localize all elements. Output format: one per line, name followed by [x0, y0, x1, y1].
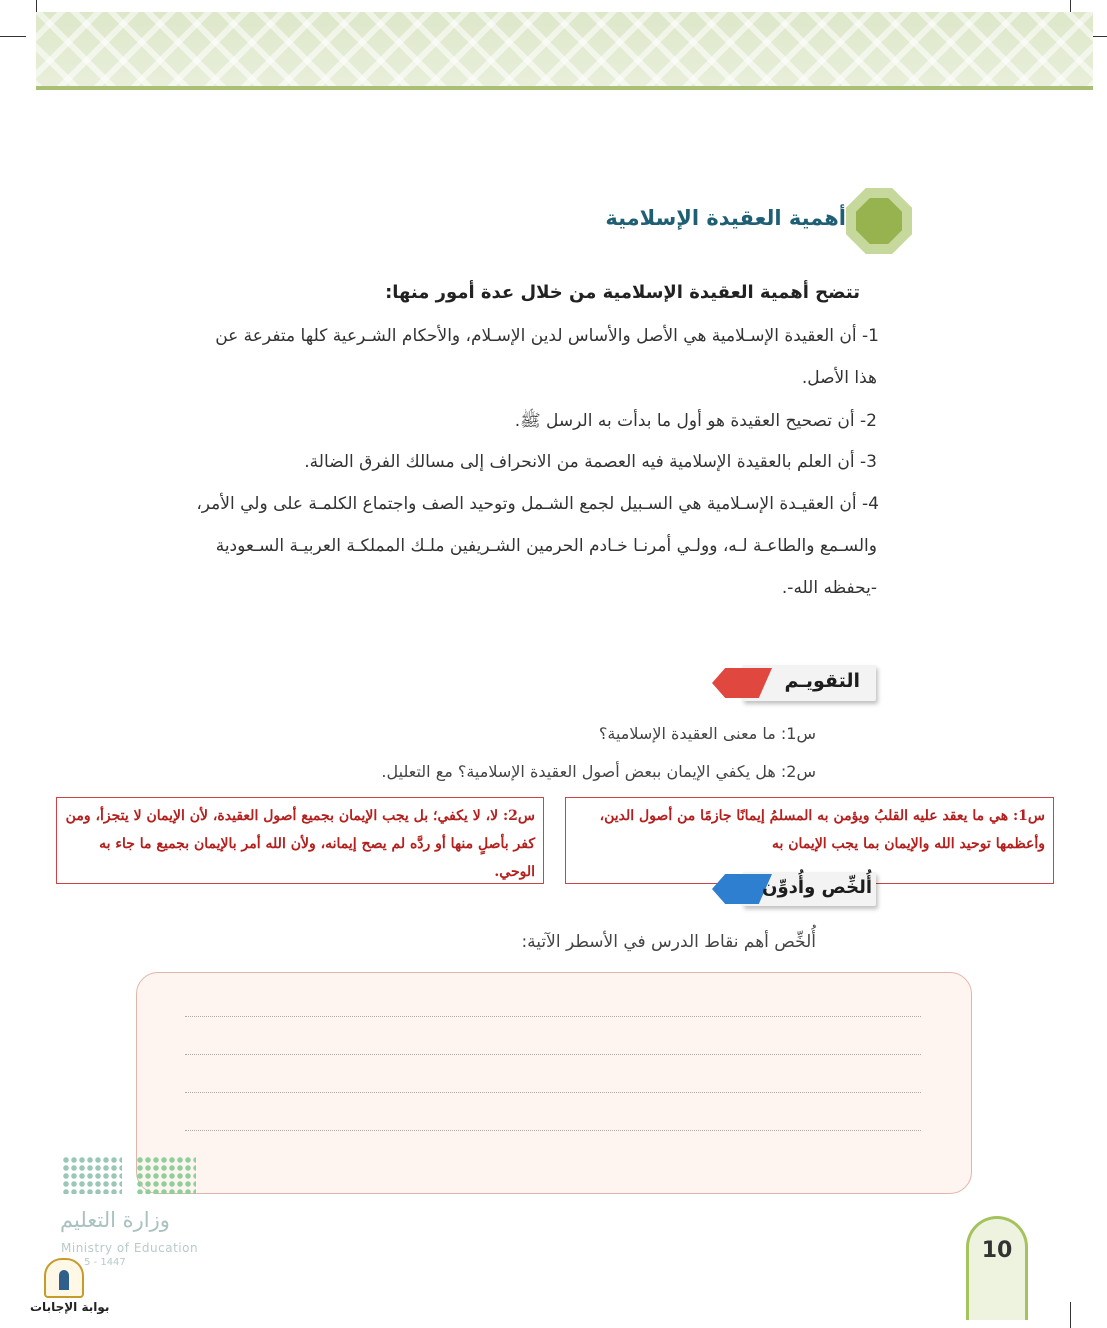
section-intro: تتضح أهمية العقيدة الإسلامية من خلال عدة أمور منها: [385, 282, 860, 303]
body-line: والسـمع والطاعـة لـه، وولـي أمرنـا خـادم الحرمين الشـريفين ملـك المملكـة العربيـة السـعودية [215, 536, 877, 556]
ministry-name-en: Ministry of Education [61, 1241, 199, 1255]
header-divider [36, 86, 1093, 90]
summary-tab-label: أُلخِّص وأُدوِّن [762, 877, 872, 898]
header-banner [36, 12, 1093, 88]
ministry-year: 5 - 1447 [84, 1257, 126, 1268]
crop-mark [1070, 1302, 1071, 1328]
writing-line [185, 1054, 921, 1055]
crop-mark [0, 36, 26, 37]
evaluation-tab-label: التقويـم [784, 670, 860, 692]
body-line: 3- أن العلم بالعقيدة الإسلامية فيه العصمة من الانحراف إلى مسالك الفرق الضالة. [304, 452, 877, 472]
question-2: س2: هل يكفي الإيمان ببعض أصول العقيدة الإسلامية؟ مع التعليل. [381, 762, 816, 781]
page-number-tab [966, 1216, 1028, 1320]
body-line: 1- أن العقيدة الإسـلامية هي الأصل والأساس لدين الإسـلام، والأحكام الشـرعية كلها متفرعة عن [215, 326, 879, 346]
writing-line [185, 1130, 921, 1131]
section-title: أهمية العقيدة الإسلامية [605, 206, 846, 230]
summary-instruction: أُلخِّص أهم نقاط الدرس في الأسطر الآتية: [521, 932, 816, 952]
ministry-name-ar: وزارة التعليم [60, 1208, 170, 1232]
ministry-logo-dots-icon [136, 1156, 196, 1194]
body-line: 4- أن العقيـدة الإسـلامية هي السـبيل لجمع الشـمل وتوحيد الصف واجتماع الكلمـة على ولي الأمر، [196, 494, 879, 514]
answer-box-2: س2: لا، لا يكفي؛ بل يجب الإيمان بجميع أصول العقيدة، لأن الإيمان لا يتجزأ، ومن كفر بأصلٍ منها أو ردَّه لم يصح إيمانه، ولأن الله أمر بالإيمان بجميع ما جاء به الوحي. [56, 797, 544, 884]
summary-writing-box[interactable] [136, 972, 972, 1194]
body-line: 2- أن تصحيح العقيدة هو أول ما بدأت به الرسل ﷺ. [514, 411, 877, 431]
question-1: س1: ما معنى العقيدة الإسلامية؟ [598, 724, 816, 743]
portal-logo-icon [44, 1258, 84, 1298]
page-number: 10 [981, 1238, 1013, 1263]
ministry-logo-dots-icon [62, 1156, 122, 1194]
watermark-text: بوابة الإجابات [30, 1300, 110, 1314]
body-line: -يحفظه الله-. [781, 578, 877, 598]
heading-octagon-inner-icon [856, 198, 902, 244]
body-line: هذا الأصل. [801, 368, 877, 388]
writing-line [185, 1092, 921, 1093]
writing-line [185, 1016, 921, 1017]
answer-box-1: س1: هي ما يعقد عليه القلبُ ويؤمن به المسلمُ إيمانًا جازمًا من أصول الدين، وأعظمها توحيد الله والإيمان بما يجب الإيمان به [565, 797, 1054, 884]
